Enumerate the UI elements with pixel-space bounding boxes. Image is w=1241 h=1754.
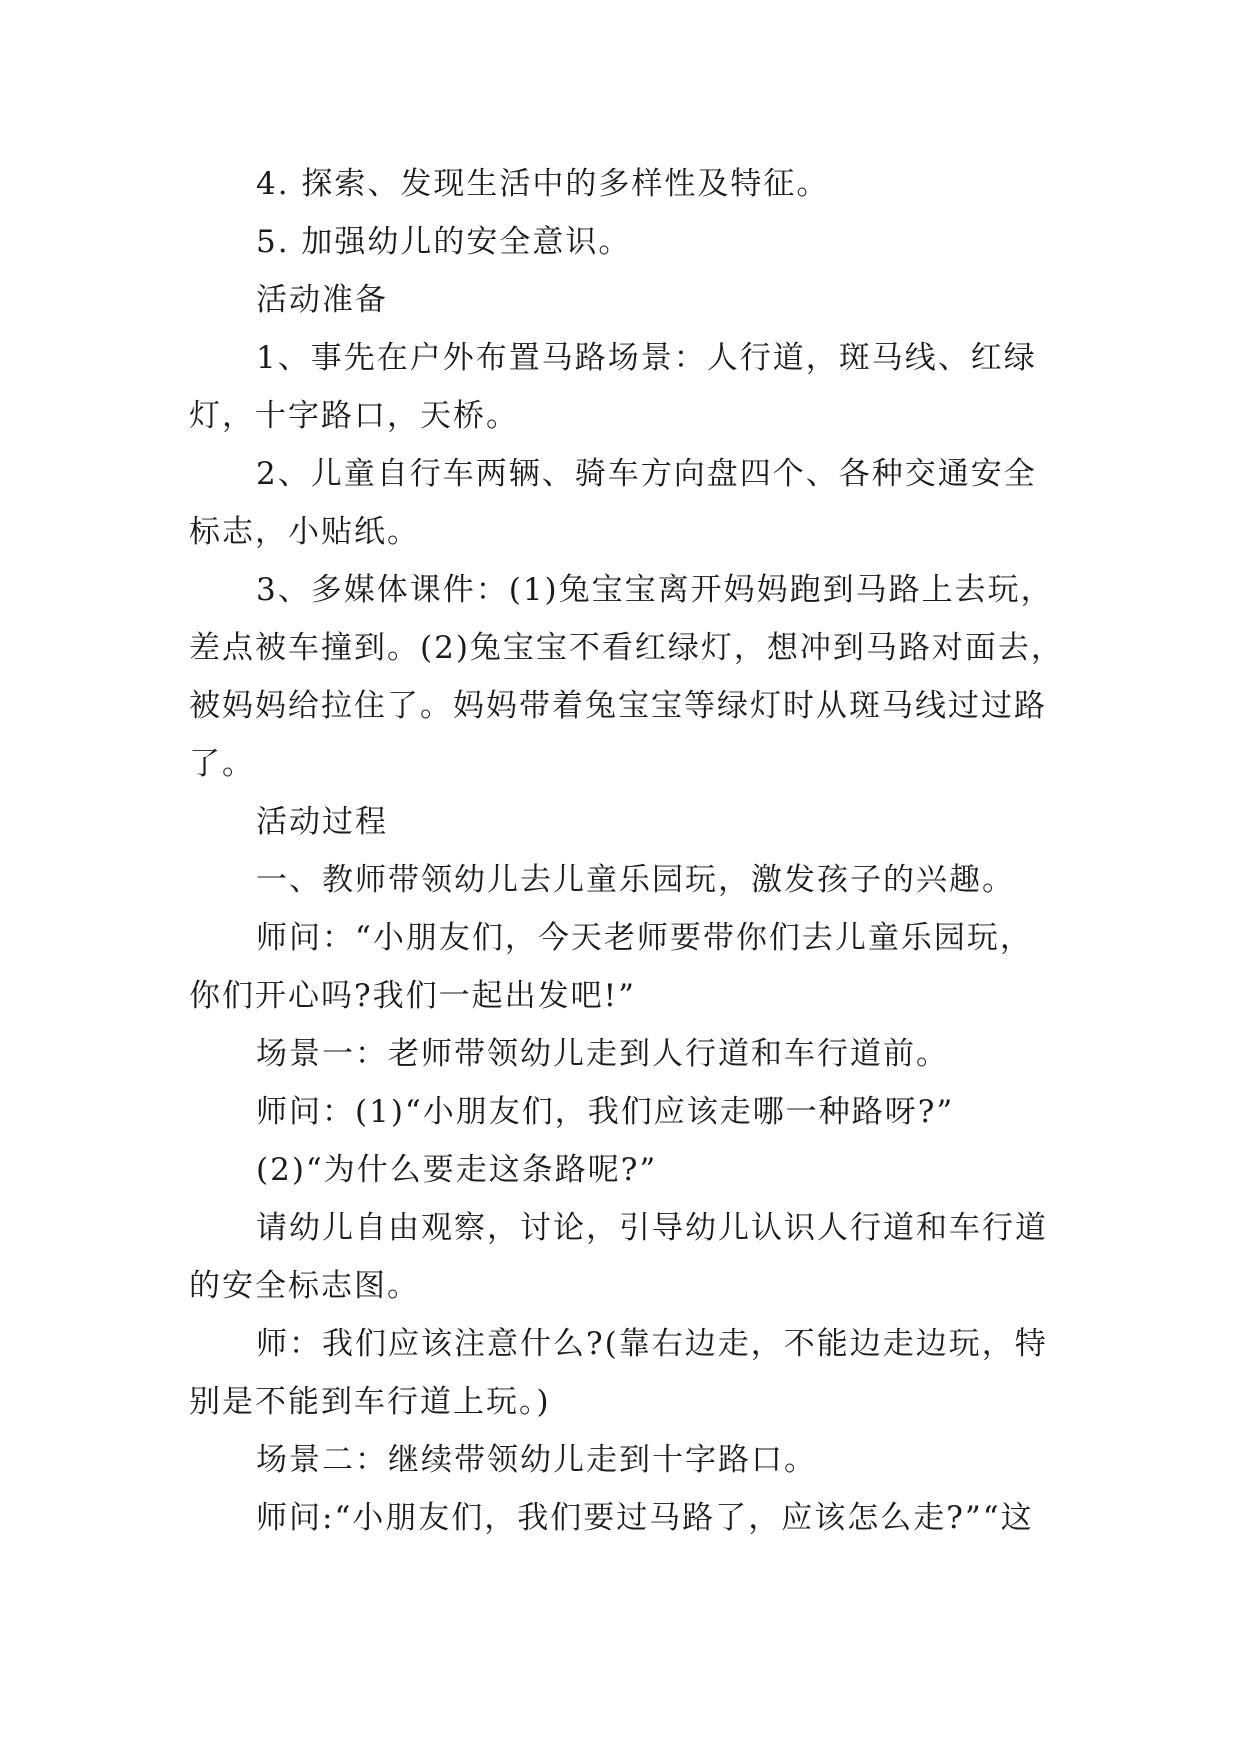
text-line: 2、儿童自行车两辆、骑车方向盘四个、各种交通安全 <box>256 456 1037 492</box>
text-line: 4. 探索、发现生活中的多样性及特征。 <box>256 166 830 202</box>
text-line: 师问：(1)“小朋友们，我们应该走哪一种路呀?” <box>256 1094 955 1130</box>
text-line: 你们开心吗?我们一起出发吧!” <box>189 978 636 1014</box>
text-line: 场景一：老师带领幼儿走到人行道和车行道前。 <box>256 1036 949 1072</box>
text-line: 5. 加强幼儿的安全意识。 <box>256 224 632 260</box>
text-line: 3、多媒体课件：(1)兔宝宝离开妈妈跑到马路上去玩， <box>256 572 1054 608</box>
text-line: (2)“为什么要走这条路呢?” <box>256 1152 658 1188</box>
text-line: 了。 <box>189 746 255 782</box>
text-line: 一、教师带领幼儿去儿童乐园玩，激发孩子的兴趣。 <box>256 862 1015 898</box>
text-line: 师问：“小朋友们，今天老师要带你们去儿童乐园玩， <box>256 920 1033 956</box>
text-line: 的安全标志图。 <box>189 1268 420 1304</box>
text-line: 请幼儿自由观察，讨论，引导幼儿认识人行道和车行道 <box>256 1210 1048 1246</box>
text-line: 差点被车撞到。(2)兔宝宝不看红绿灯，想冲到马路对面去， <box>189 630 1064 666</box>
text-line: 别是不能到车行道上玩。) <box>189 1384 551 1420</box>
section-heading: 活动准备 <box>256 282 388 318</box>
section-heading: 活动过程 <box>256 804 388 840</box>
text-line: 1、事先在户外布置马路场景：人行道，斑马线、红绿 <box>256 340 1037 376</box>
text-line: 标志，小贴纸。 <box>189 514 420 550</box>
text-line: 师问:“小朋友们，我们要过马路了，应该怎么走?”“这 <box>256 1500 1034 1536</box>
text-line: 灯，十字路口，天桥。 <box>189 398 519 434</box>
text-line: 场景二：继续带领幼儿走到十字路口。 <box>256 1442 817 1478</box>
text-line: 师：我们应该注意什么?(靠右边走，不能边走边玩，特 <box>256 1326 1048 1362</box>
text-line: 被妈妈给拉住了。妈妈带着兔宝宝等绿灯时从斑马线过过路 <box>189 688 1047 724</box>
